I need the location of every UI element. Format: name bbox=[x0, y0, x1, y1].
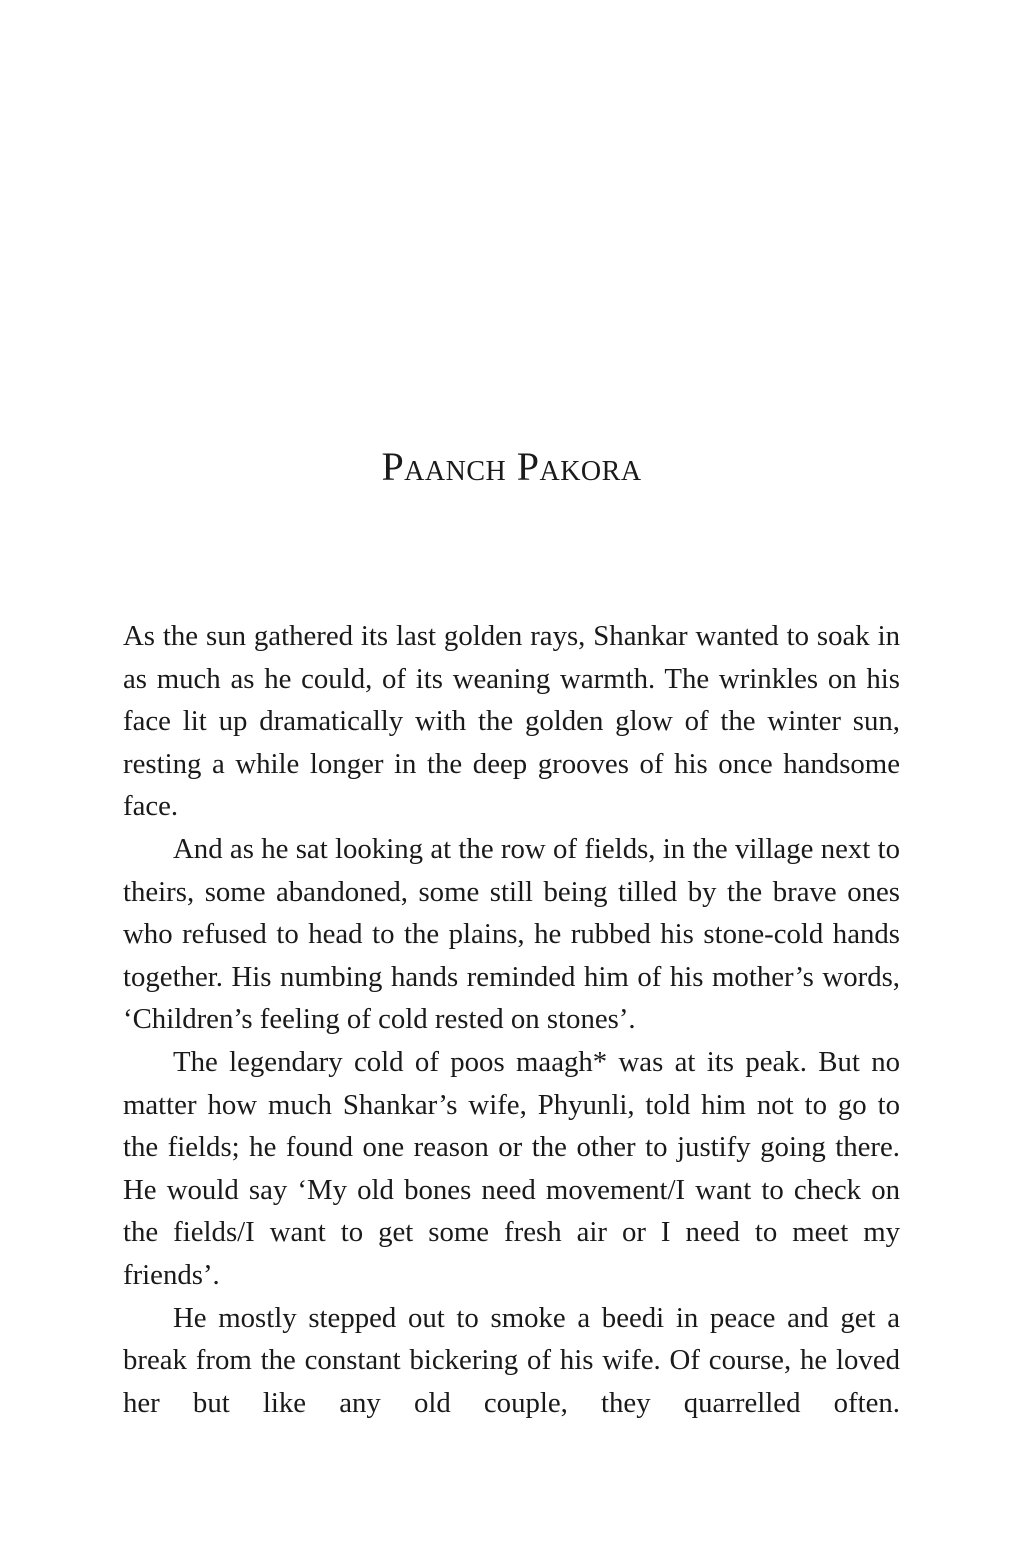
paragraph: And as he sat looking at the row of fields, in the village next to theirs, some abandoned, some still being tilled by the brave ones who refused to head to the plains, he rubbed his stone-cold hands together. His numbing hands reminded him of his mother’s words, ‘Children’s feeling of cold rested on stones’. bbox=[123, 832, 900, 1036]
paragraph: As the sun gathered its last golden rays, Shankar wanted to soak in as much as he could, of its weaning warmth. The wrinkles on his face lit up dramatically with the golden glow of the winter sun, resting a while longer in the deep grooves of his once handsome face. bbox=[123, 620, 900, 823]
paragraph: He mostly stepped out to smoke a beedi in peace and get a break from the constant bickering of his wife. Of course, he loved her but like any old couple, they quarrelled often. bbox=[123, 1301, 900, 1419]
chapter-body bbox=[123, 615, 900, 1424]
chapter-title: Paanch Pakora bbox=[381, 444, 642, 489]
paragraph: The legendary cold of poos maagh* was at its peak. But no matter how much Shankar’s wife, Phyunli, told him not to go to the fields; he found one reason or the other to justify going there. He would say ‘My old bones need movement/I want to check on the fields/I want to get some fresh air or I need to meet my friends’. bbox=[123, 1045, 900, 1291]
